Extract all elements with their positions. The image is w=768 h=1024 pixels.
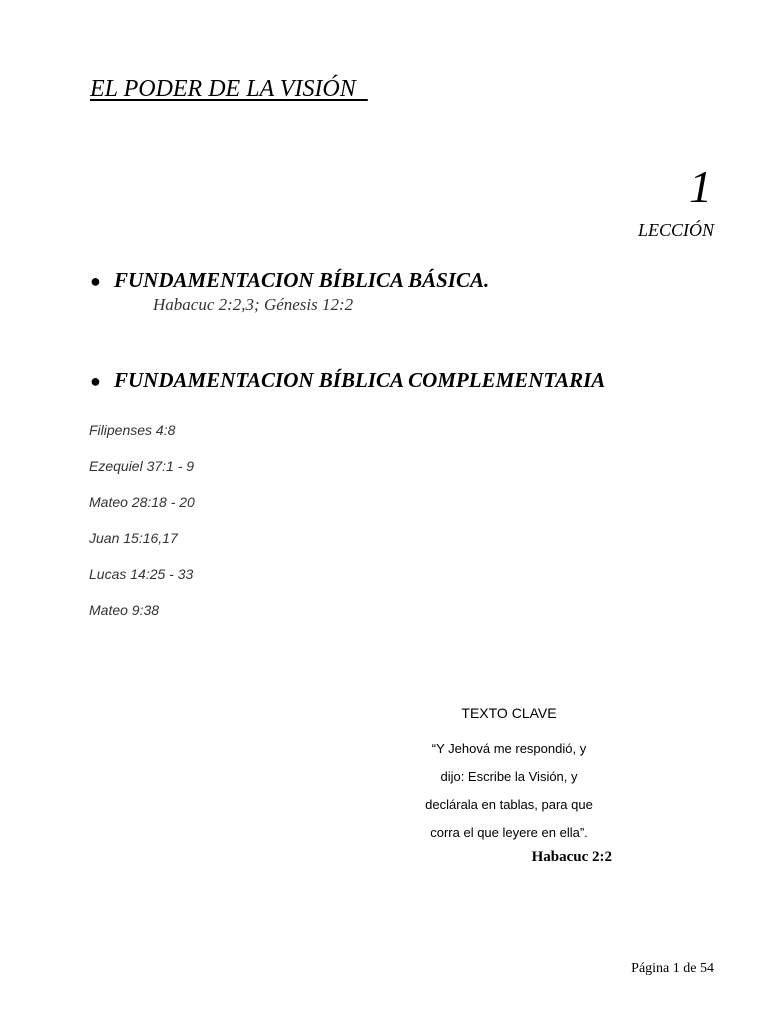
key-text-line: dijo: Escribe la Visión, y <box>440 769 578 784</box>
lesson-number: 1 <box>689 161 712 212</box>
reference-item: Mateo 9:38 <box>89 602 160 618</box>
key-text-block <box>400 705 618 866</box>
key-text-title: TEXTO CLAVE <box>461 705 557 721</box>
section-heading-text: FUNDAMENTACION BÍBLICA COMPLEMENTARIA <box>114 368 606 392</box>
lesson-label: LECCIÓN <box>637 220 714 240</box>
key-text-line: “Y Jehová me respondió, y <box>431 741 587 756</box>
reference-item: Ezequiel 37:1 - 9 <box>89 458 195 474</box>
bullet-icon: ● <box>90 271 101 291</box>
reference-item: Juan 15:16,17 <box>89 530 178 546</box>
section-heading-text: FUNDAMENTACION BÍBLICA BÁSICA. <box>114 268 490 292</box>
reference-list <box>89 420 195 636</box>
reference-item: Lucas 14:25 - 33 <box>89 566 194 582</box>
bullet-icon: ● <box>90 371 101 391</box>
reference-item: Filipenses 4:8 <box>89 422 176 438</box>
document-title: EL PODER DE LA VISIÓN <box>90 76 368 102</box>
key-text-line: corra el que leyere en ella”. <box>430 825 588 840</box>
reference-item: Mateo 28:18 - 20 <box>89 494 195 510</box>
section-heading-basic <box>90 268 489 293</box>
page-footer: Página 1 de 54 <box>631 961 714 976</box>
section-subtitle-basic: Habacuc 2:2,3; Génesis 12:2 <box>153 295 354 314</box>
key-text-line: declárala en tablas, para que <box>425 797 593 812</box>
section-heading-complementary <box>90 368 605 393</box>
key-text-reference: Habacuc 2:2 <box>531 849 612 865</box>
